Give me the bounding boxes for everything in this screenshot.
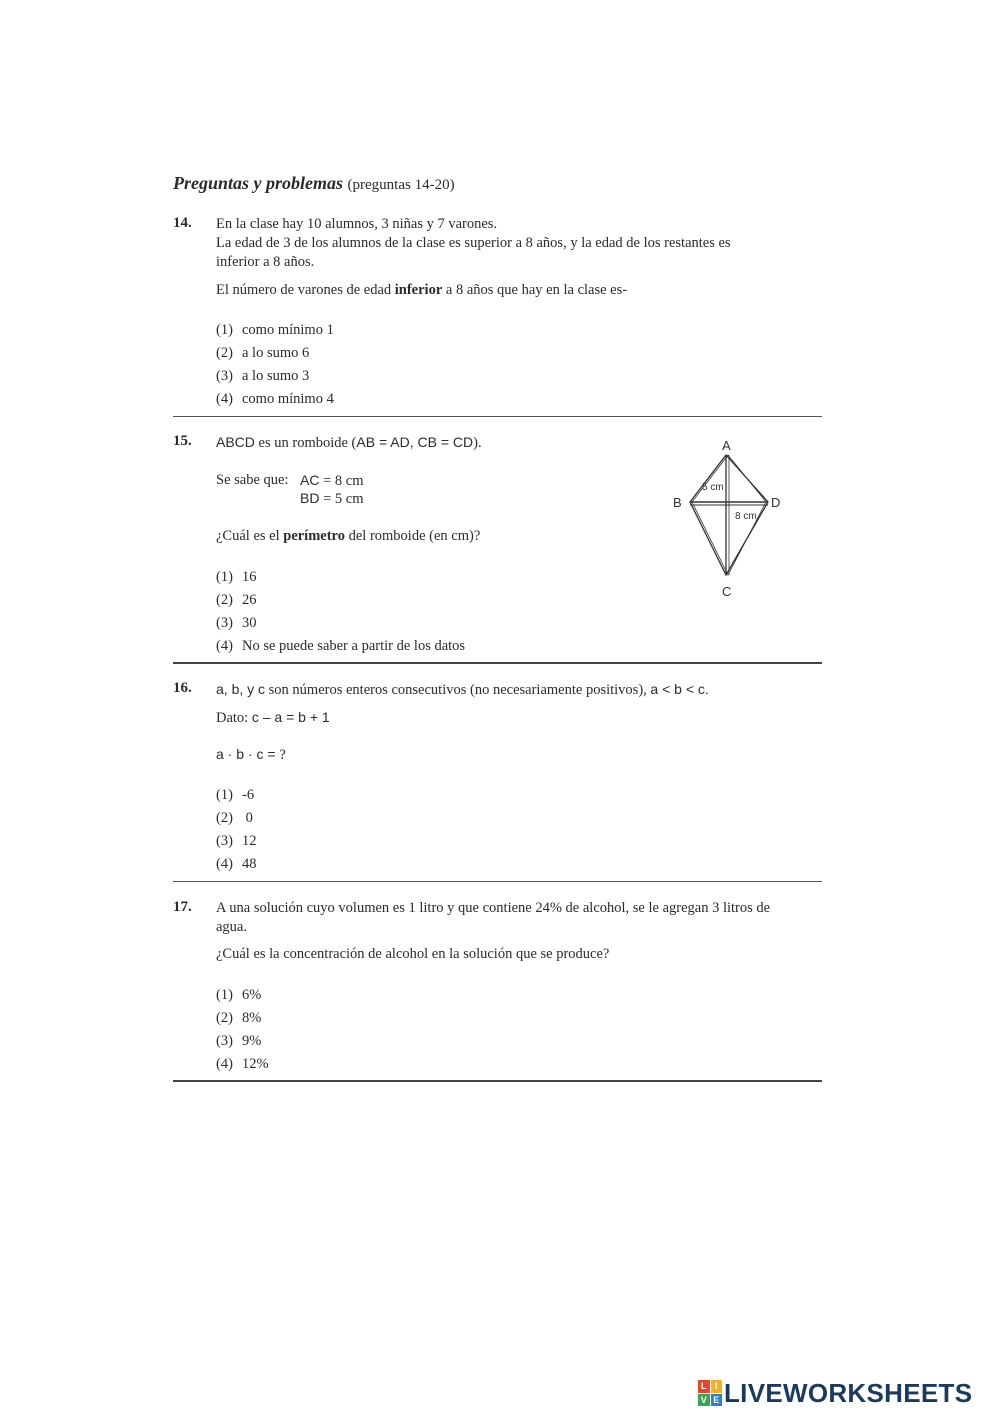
option-number: (4) — [216, 1056, 233, 1072]
logo-letter: V — [698, 1394, 710, 1407]
option-text: 0 — [242, 810, 253, 826]
option-text: No se puede saber a partir de los datos — [242, 638, 466, 654]
q17-line1: A una solución cuyo volumen es 1 litro y que contiene 24% de alcohol, se le agregan 3 litros de — [216, 900, 771, 916]
option-number: (3) — [216, 615, 233, 631]
option-number: (1) — [216, 322, 233, 338]
bd-val: = 5 cm — [319, 491, 364, 507]
title-sub: (preguntas 14-20) — [347, 177, 455, 193]
q17-option-1[interactable] — [216, 987, 261, 1004]
q14-option-2[interactable] — [216, 345, 309, 362]
option-text: 12 — [242, 833, 257, 849]
option-number: (3) — [216, 1033, 233, 1049]
label-d: D — [771, 495, 781, 510]
option-text: 48 — [242, 856, 257, 872]
section-title — [173, 173, 455, 194]
label-a: A — [722, 438, 731, 453]
option-number: (2) — [216, 810, 233, 826]
option-number: (3) — [216, 833, 233, 849]
option-text: como mínimo 4 — [242, 391, 334, 407]
option-number: (2) — [216, 592, 233, 608]
q14-option-4[interactable] — [216, 391, 334, 408]
q15-line1-end: ). — [473, 435, 482, 451]
option-text: 6% — [242, 987, 262, 1003]
q16-option-2[interactable] — [216, 810, 253, 827]
option-number: (1) — [216, 569, 233, 585]
q15-known-label: Se sabe que: — [216, 472, 289, 488]
bd-var: BD — [300, 490, 320, 506]
option-number: (1) — [216, 787, 233, 803]
q14-question-pre: El número de varones de edad — [216, 282, 395, 298]
q16-option-3[interactable] — [216, 833, 257, 850]
q16-expr: a · b · c = — [216, 746, 280, 762]
q14-question — [216, 281, 627, 300]
q14-option-1[interactable] — [216, 322, 334, 339]
q15-line1 — [216, 433, 482, 453]
q16-dato-label: Dato: — [216, 710, 249, 726]
ac-val: = 8 cm — [319, 473, 364, 489]
option-text: 9% — [242, 1033, 262, 1049]
q16-line1 — [216, 680, 709, 700]
q16-dato-eq: c – a = b + 1 — [251, 709, 330, 725]
q15-option-3[interactable] — [216, 615, 257, 632]
q14-divider — [173, 416, 822, 417]
label-c: C — [722, 584, 732, 599]
ac-var: AC — [300, 472, 320, 488]
option-number: (4) — [216, 391, 233, 407]
q16-qmark: ? — [279, 747, 286, 763]
ac-length-label: 8 cm — [735, 511, 757, 522]
q14-line2: La edad de 3 de los alumnos de la clase es superior a 8 años, y la edad de los restantes es — [216, 235, 731, 251]
option-number: (4) — [216, 856, 233, 872]
option-number: (2) — [216, 345, 233, 361]
q15-question-post: del romboide (en cm)? — [344, 528, 481, 544]
q15-question-pre: ¿Cuál es el — [216, 528, 284, 544]
option-number: (1) — [216, 987, 233, 1003]
q16-var-c: c — [258, 681, 266, 697]
q15-equalities: AB = AD, CB = CD — [356, 434, 474, 450]
option-text: 16 — [242, 569, 257, 585]
logo-text: LIVEWORKSHEETS — [724, 1377, 973, 1408]
q16-question — [216, 745, 286, 765]
q16-dato — [216, 708, 330, 728]
q17-line2: agua. — [216, 919, 247, 935]
q14-question-bold: inferior — [394, 282, 443, 298]
option-text: como mínimo 1 — [242, 322, 334, 338]
q15-number: 15. — [173, 433, 192, 449]
q14-line3: inferior a 8 años. — [216, 254, 315, 270]
logo-letter: L — [698, 1380, 710, 1393]
q15-option-1[interactable] — [216, 569, 257, 586]
q15-line1-text: es un romboide ( — [254, 435, 357, 451]
q15-option-4[interactable] — [216, 638, 465, 655]
q16-vars: a, b, y — [216, 681, 259, 697]
q15-option-2[interactable] — [216, 592, 257, 609]
label-b: B — [673, 495, 682, 510]
option-number: (3) — [216, 368, 233, 384]
q17-option-2[interactable] — [216, 1010, 261, 1027]
q16-line1-text: son números enteros consecutivos (no necesariamente positivos), — [265, 682, 651, 698]
bd-length-label: 5 cm — [702, 482, 724, 493]
q15-abcd: ABCD — [216, 434, 255, 450]
liveworksheets-logo[interactable] — [698, 1378, 972, 1408]
logo-letter: I — [711, 1380, 723, 1393]
q14-number: 14. — [173, 215, 192, 231]
logo-letter: E — [711, 1394, 723, 1407]
q15-known-ac — [300, 471, 363, 491]
q17-option-4[interactable] — [216, 1056, 269, 1073]
q17-option-3[interactable] — [216, 1033, 261, 1050]
q15-question — [216, 527, 480, 546]
q17-divider — [173, 1080, 822, 1082]
q16-option-1[interactable] — [216, 787, 254, 804]
q15-question-bold: perímetro — [283, 528, 345, 544]
option-text: -6 — [242, 787, 255, 803]
option-text: a lo sumo 3 — [242, 368, 310, 384]
option-text: 30 — [242, 615, 257, 631]
option-text: 8% — [242, 1010, 262, 1026]
liveworksheets-logo-icon — [698, 1380, 722, 1406]
option-text: 12% — [242, 1056, 269, 1072]
q14-question-post: a 8 años que hay en la clase es- — [442, 282, 628, 298]
q16-divider — [173, 881, 822, 882]
option-number: (2) — [216, 1010, 233, 1026]
title-main: Preguntas y problemas — [173, 173, 344, 193]
option-text: a lo sumo 6 — [242, 345, 310, 361]
q17-number: 17. — [173, 899, 192, 915]
q16-option-4[interactable] — [216, 856, 257, 873]
q16-inequality: a < b < c. — [650, 681, 709, 697]
q15-known-bd — [300, 489, 363, 509]
q15-divider — [173, 662, 822, 664]
q14-option-3[interactable] — [216, 368, 309, 385]
q14-line1: En la clase hay 10 alumnos, 3 niñas y 7 varones. — [216, 216, 498, 232]
q17-question: ¿Cuál es la concentración de alcohol en la solución que se produce? — [216, 946, 610, 962]
kite-diagram — [665, 435, 785, 600]
q16-number: 16. — [173, 680, 192, 696]
option-text: 26 — [242, 592, 257, 608]
option-number: (4) — [216, 638, 233, 654]
